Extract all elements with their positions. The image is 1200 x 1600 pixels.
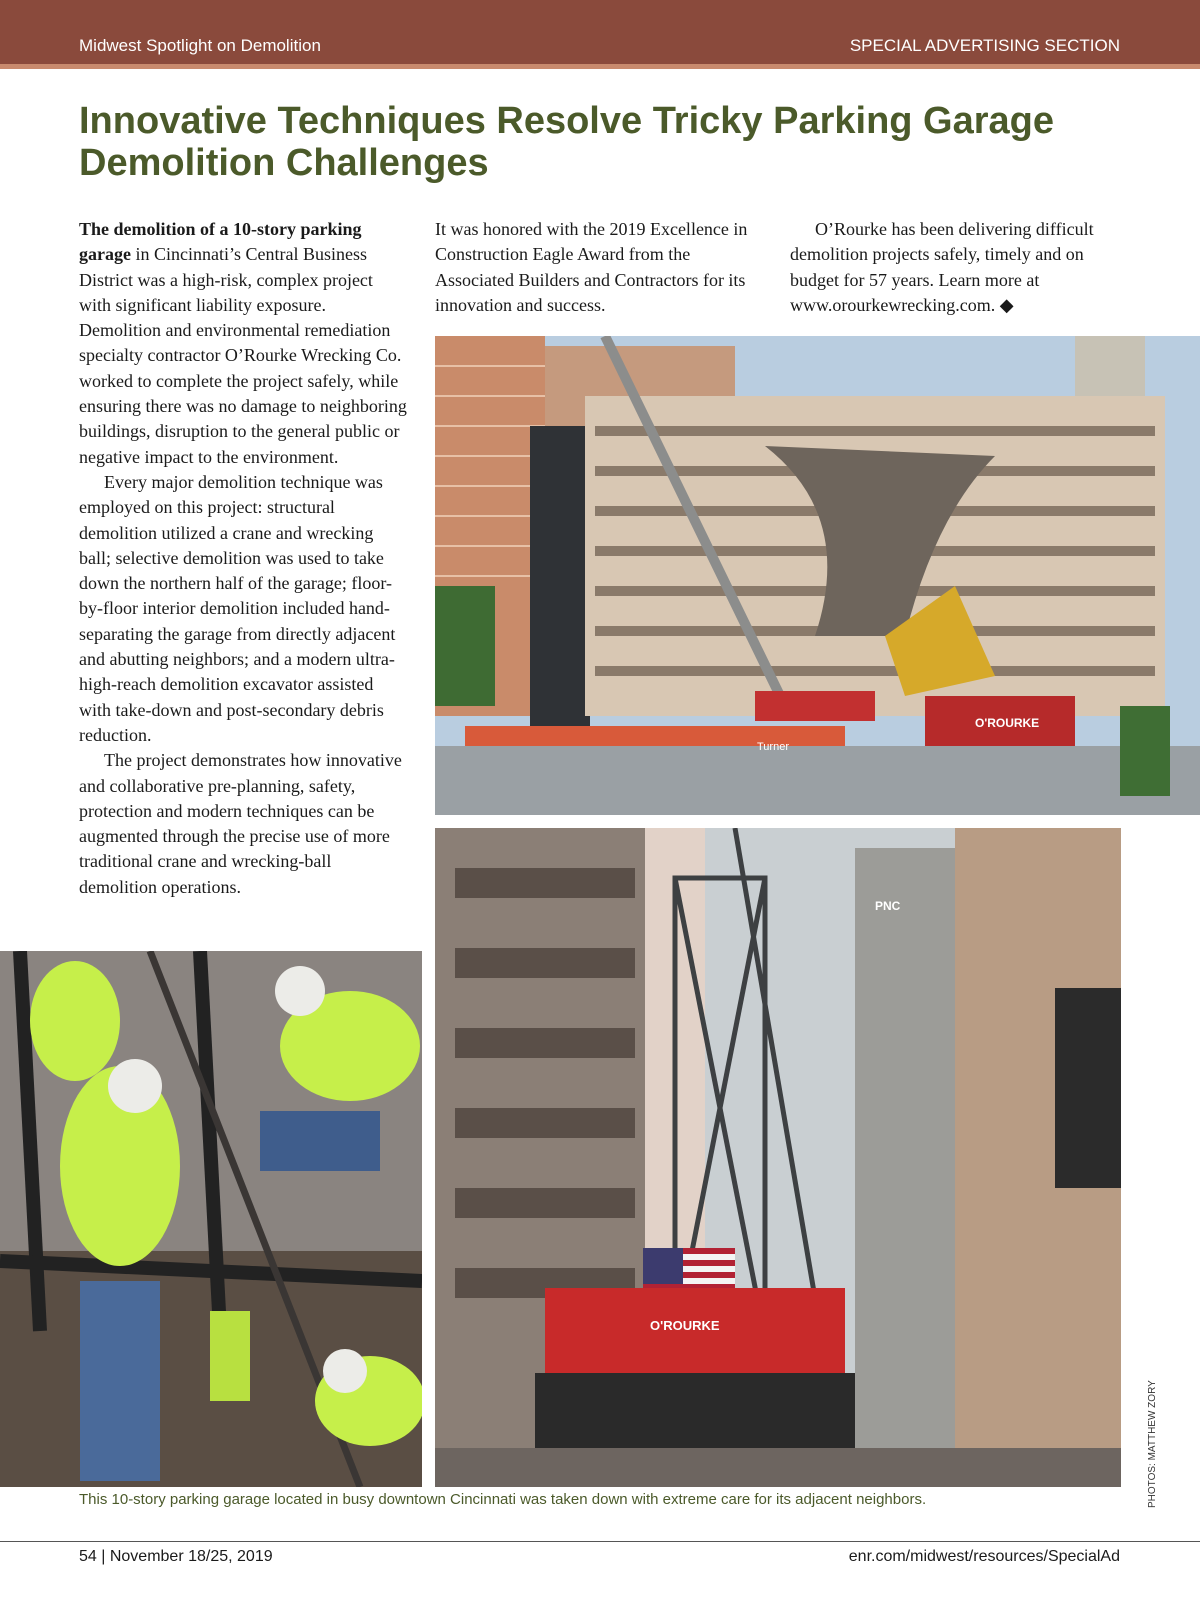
photo-workers-rigging <box>0 951 422 1487</box>
headline-line-2: Demolition Challenges <box>79 142 489 184</box>
article-column-2 <box>435 217 765 318</box>
headline-line-1: Innovative Techniques Resolve Tricky Parking Garage <box>79 100 1055 142</box>
article-column-3 <box>790 217 1120 318</box>
photo-credit: PHOTOS: MATTHEW ZORY <box>1147 1380 1158 1508</box>
lead-in: The demolition of a 10-story parking garage <box>79 219 362 265</box>
footer-divider <box>0 1541 1200 1542</box>
photo-caption: This 10-story parking garage located in busy downtown Cincinnati was taken down with extreme care for its adjacent neighbors. <box>79 1491 927 1508</box>
photo-garage-demolition <box>435 336 1200 815</box>
paragraph-1-text: in Cincinnati’s Central Business District was a high-risk, complex project with significant liability exposure. Demolition and environmental remediation specialty contractor O’Rourke Wrecking Co. worked to complete the project safely, while ensuring there was no damage to neighboring buildings, disruption to the general public or negative impact to the environment. <box>79 244 407 467</box>
header-accent-stripe <box>0 64 1200 69</box>
paragraph-3: The project demonstrates how innovative and collaborative pre-planning, safety, protection and modern techniques can be augmented through the precise use of more traditional crane and wrecking-ball demolition operations. <box>79 750 402 897</box>
article-headline <box>79 100 1139 184</box>
section-header-bar <box>0 0 1200 64</box>
advertising-label: SPECIAL ADVERTISING SECTION <box>849 36 1120 55</box>
orourke-truck-sign: O'ROURKE <box>975 716 1040 730</box>
paragraph-award: It was honored with the 2019 Excellence in Construction Eagle Award from the Associated Builders and Contractors for its innovation and success. <box>435 219 748 315</box>
photo-crane-with-flag <box>435 828 1121 1487</box>
paragraph-1 <box>79 217 409 470</box>
turner-sign: Turner <box>757 741 789 753</box>
paragraph-closing: O’Rourke has been delivering difficult demolition projects safely, timely and on budget for 57 years. Learn more at www.orourkewrecking.com. ◆ <box>790 219 1094 315</box>
page-number-and-date: 54 | November 18/25, 2019 <box>79 1548 273 1565</box>
footer-url[interactable]: enr.com/midwest/resources/SpecialAd <box>848 1548 1120 1565</box>
section-title: Midwest Spotlight on Demolition <box>79 36 321 55</box>
paragraph-2: Every major demolition technique was employed on this project: structural demolition utilized a crane and wrecking ball; selective demolition was used to take down the northern half of the garage; floor-by-floor interior demolition included hand-separating the garage from directly adjacent and abutting neighbors; and a modern ultra-high-reach demolition excavator assisted with take-down and post-secondary debris reduction. <box>79 471 396 745</box>
article-column-1 <box>79 217 409 900</box>
pnc-building-sign: PNC <box>875 899 901 913</box>
orourke-crane-sign: O'ROURKE <box>650 1318 720 1333</box>
